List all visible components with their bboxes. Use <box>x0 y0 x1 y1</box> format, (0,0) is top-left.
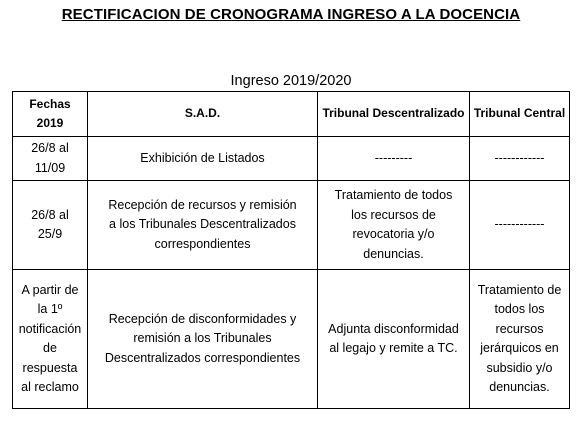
cell-tribunal-descentralizado <box>318 181 470 270</box>
cell-line: Tratamiento de todos <box>334 188 453 202</box>
cell-line: al legajo y remite a TC. <box>329 341 458 355</box>
cell-line: correspondientes <box>154 236 251 251</box>
cell-line: Adjunta disconformidad <box>328 321 459 336</box>
cell-line: jerárquicos en <box>480 341 559 355</box>
header-tribunal-central: Tribunal Central <box>470 92 570 137</box>
header-fechas-line2: 2019 <box>36 116 64 130</box>
cell-line: la 1º <box>37 302 63 316</box>
cell-sad <box>88 137 318 181</box>
cell-fechas <box>13 270 88 409</box>
cell-line: respuesta <box>22 360 78 375</box>
cell-line: todos los <box>494 302 545 316</box>
table-header-row <box>13 92 570 137</box>
header-tribunal-descentralizado: Tribunal Descentralizado <box>318 92 470 137</box>
cell-line: subsidio y/o <box>486 360 553 375</box>
cell-line: 25/9 <box>37 227 63 241</box>
cell-line: de <box>43 341 57 355</box>
cell-line: Exhibición de Listados <box>140 150 265 165</box>
cell-line: remisión a los Tribunales <box>133 331 272 346</box>
cell-line: Tratamiento de <box>477 282 562 297</box>
cell-tribunal-descentralizado <box>318 270 470 409</box>
cell-line: a los Tribunales Descentralizados <box>109 217 296 232</box>
header-fechas-line1: Fechas <box>29 96 71 111</box>
cell-line: A partir de <box>21 282 79 297</box>
cell-line: Recepción de disconformidades y <box>108 311 297 326</box>
cell-sad <box>88 270 318 409</box>
table-row <box>13 137 570 181</box>
cell-line: al reclamo <box>21 380 79 394</box>
cell-line: ------------ <box>494 150 545 165</box>
cell-line: recursos <box>495 321 544 336</box>
table-row <box>13 270 570 409</box>
document-title: RECTIFICACION DE CRONOGRAMA INGRESO A LA DOCENCIA <box>61 6 521 23</box>
cell-tribunal-central <box>470 270 570 409</box>
table-row <box>13 181 570 270</box>
header-fechas <box>13 92 88 137</box>
cell-line: notificación <box>18 321 82 336</box>
cell-line: revocatoria y/o <box>352 227 435 241</box>
cell-tribunal-central <box>470 181 570 270</box>
cell-line: denuncias. <box>489 380 550 394</box>
header-sad: S.A.D. <box>88 92 318 137</box>
cell-fechas <box>13 137 88 181</box>
schedule-table <box>12 91 570 409</box>
cell-line: --------- <box>374 150 413 165</box>
cell-line: Descentralizados correspondientes <box>104 350 301 365</box>
cell-sad <box>88 181 318 270</box>
cell-fechas <box>13 181 88 270</box>
cell-line: 11/09 <box>34 160 66 175</box>
cell-line: ------------ <box>494 217 545 232</box>
document-subtitle: Ingreso 2019/2020 <box>230 73 352 89</box>
cell-line: 26/8 al <box>31 141 69 155</box>
cell-line: 26/8 al <box>31 207 69 222</box>
cell-tribunal-descentralizado <box>318 137 470 181</box>
cell-line: denuncias. <box>363 246 424 261</box>
cell-tribunal-central <box>470 137 570 181</box>
cell-line: los recursos de <box>351 207 436 222</box>
cell-line: Recepción de recursos y remisión <box>108 197 297 212</box>
